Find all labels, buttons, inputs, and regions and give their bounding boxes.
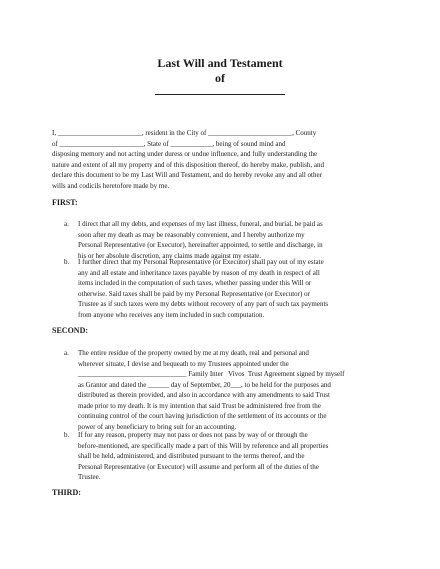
list-item-text — [78, 257, 400, 320]
text-line: as Grantor and dated the ______ day of September, 20___, to be held for the purposes and — [78, 380, 331, 389]
text-line: _______________________________ Family Inter Vivos Trust Agreement signed by myself — [78, 370, 345, 378]
intro-line: I, ________________________, resident in the City of ________________________, County — [52, 129, 317, 137]
text-line: If for any reason, property may not pass or does not pass by way of or through the — [78, 431, 308, 439]
text-line: distributed as therein provided, and also in accordance with any amendments to said Trust — [78, 391, 330, 399]
intro-paragraph — [52, 128, 397, 191]
text-line: made prior to my death. It is my intention that said Trust be administered free from the — [78, 401, 321, 410]
text-line: his or her absolute discretion, any claims made against my estate. — [78, 251, 262, 260]
text-line: I direct that all my debts, and expenses of my last illness, funeral, and burial, be paid as — [78, 220, 323, 228]
text-line: I further direct that my Personal Representative (or Executor) shall pay out of my estate — [78, 258, 324, 266]
text-line: from anyone who receives any item included in such computation. — [78, 310, 265, 319]
text-line: items included in the computation of such taxes, whether passing under this Will or — [78, 279, 312, 287]
list-marker: a. — [64, 220, 69, 228]
text-line: Personal Representative (or Executor), hereinafter appointed, to settle and discharge, in — [78, 241, 323, 249]
list-item-text — [78, 430, 400, 483]
text-line: The entire residue of the property owned by me at my death, real and personal and — [78, 349, 309, 357]
text-line: otherwise. Said taxes shall be paid by my Personal Representative (or Executor) or — [78, 289, 310, 298]
text-line: wherever situate, I devise and bequeath to my Trustees appointed under the — [78, 359, 289, 368]
text-line: before-mentioned, are specifically made a part of this Will by reference and all properties — [78, 441, 329, 450]
list-marker: b. — [64, 431, 70, 439]
list-item-text — [78, 219, 400, 261]
text-line: Personal Representative (or Executor) will assume and perform all of the duties of the — [78, 462, 319, 471]
intro-line: nature and extent of all my property and of this disposition thereof, do hereby make, publish, and — [52, 160, 324, 169]
section-heading-second: SECOND: — [52, 326, 89, 335]
document-title-of: of — [215, 71, 225, 85]
section-heading-first: FIRST: — [52, 198, 78, 207]
intro-line: disposing memory and not acting under duress or undue influence, and fully understanding the — [52, 150, 318, 158]
list-marker: a. — [64, 349, 69, 357]
text-line: continuing control of the court having jurisdiction of the settlement of its accounts or the — [78, 412, 327, 420]
intro-line: declare this document to be my Last Will and Testament, and do hereby revoke any and all other — [52, 171, 322, 179]
text-line: any and all estate and inheritance taxes payable by reason of my death in respect of all — [78, 268, 320, 277]
text-line: soon after my death as may be reasonably convenient, and I hereby authorize my — [78, 230, 305, 239]
list-marker: b. — [64, 258, 70, 266]
list-item-text — [78, 348, 400, 432]
text-line: Trustee as if such taxes were my debts without recovery of any part of such tax payments — [78, 300, 329, 308]
text-line: shall be held, administered, and distributed pursuant to the terms thereof, and the — [78, 452, 305, 460]
intro-line: wills and codicils heretofore made by me. — [52, 181, 170, 190]
intro-line: of ________________________, State of ____________, being of sound mind and — [52, 139, 286, 148]
document-title: Last Will and Testament — [157, 56, 283, 70]
text-line: Trustee. — [78, 473, 101, 481]
testator-name-blank[interactable] — [155, 94, 285, 95]
text-line: power of any beneficiary to bring suit for an accounting. — [78, 422, 237, 431]
section-heading-third: THIRD: — [52, 488, 81, 497]
